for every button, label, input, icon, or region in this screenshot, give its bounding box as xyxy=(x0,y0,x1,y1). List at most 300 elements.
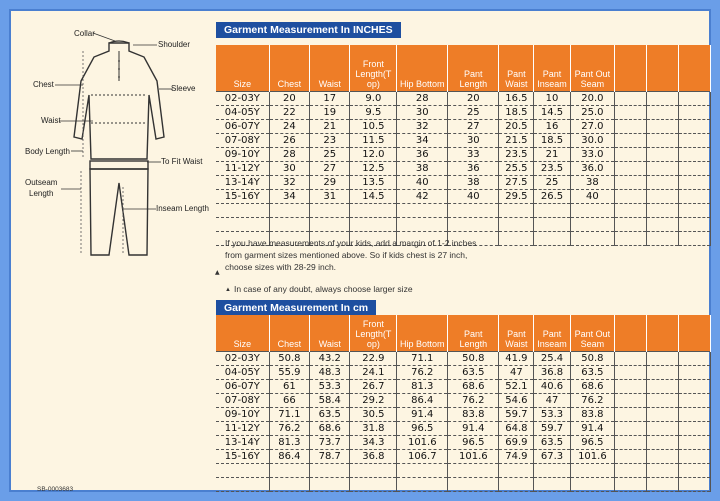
table-row xyxy=(216,175,711,189)
label-outseam: Outseam xyxy=(25,178,58,187)
column-header: Hip Bottom xyxy=(397,45,448,91)
column-header-empty xyxy=(679,45,711,91)
empty-cell xyxy=(679,133,711,147)
measurement-cell: 71.1 xyxy=(269,407,309,421)
measurement-cell: 71.1 xyxy=(397,351,448,365)
empty-cell xyxy=(647,365,679,379)
measurement-cell: 24.1 xyxy=(350,365,397,379)
empty-cell xyxy=(615,421,647,435)
empty-cell xyxy=(647,161,679,175)
inches-measurement-table xyxy=(216,45,711,246)
measurement-cell: 55.9 xyxy=(269,365,309,379)
size-cell: 06-07Y xyxy=(216,119,269,133)
empty-cell xyxy=(615,133,647,147)
empty-cell xyxy=(679,147,711,161)
measurement-cell: 30.5 xyxy=(350,407,397,421)
empty-cell xyxy=(647,147,679,161)
measurement-cell: 68.6 xyxy=(310,421,350,435)
column-header: Size xyxy=(216,45,269,91)
measurement-cell: 50.8 xyxy=(269,351,309,365)
label-outseam-length: Length xyxy=(29,189,54,198)
measurement-cell: 36.0 xyxy=(570,161,615,175)
measurement-cell: 36 xyxy=(397,147,448,161)
measurement-cell: 47 xyxy=(499,365,534,379)
empty-cell xyxy=(615,435,647,449)
cm-section-title: Garment Measurement In cm xyxy=(216,300,376,316)
measurement-cell: 63.5 xyxy=(448,365,499,379)
measurement-cell xyxy=(534,477,570,491)
measurement-cell: 58.4 xyxy=(310,393,350,407)
column-header: Pant Waist xyxy=(499,45,534,91)
measurement-cell: 31 xyxy=(310,189,350,203)
measurement-cell: 101.6 xyxy=(448,449,499,463)
measurement-cell xyxy=(534,231,570,245)
measurement-cell: 25 xyxy=(310,147,350,161)
size-cell: 11-12Y xyxy=(216,161,269,175)
measurement-cell xyxy=(448,203,499,217)
measurement-cell: 16.5 xyxy=(499,91,534,105)
measurement-cell: 25.0 xyxy=(570,105,615,119)
table-row xyxy=(216,393,711,407)
measurement-cell: 23.5 xyxy=(534,161,570,175)
measurement-cell: 91.4 xyxy=(397,407,448,421)
empty-cell xyxy=(647,449,679,463)
column-header: Pant Length xyxy=(448,45,499,91)
empty-cell xyxy=(615,217,647,231)
empty-cell xyxy=(679,91,711,105)
empty-cell xyxy=(615,189,647,203)
measurement-cell xyxy=(269,477,309,491)
measurement-cell xyxy=(310,477,350,491)
measurement-cell: 30 xyxy=(269,161,309,175)
size-cell xyxy=(216,217,269,231)
column-header: Waist xyxy=(310,315,350,351)
column-header: Pant Out Seam xyxy=(570,45,615,91)
measurement-cell: 64.8 xyxy=(499,421,534,435)
column-header: Front Length(T op) xyxy=(350,45,397,91)
bullet-icon: ▲ xyxy=(225,286,231,293)
measurement-cell: 96.5 xyxy=(570,435,615,449)
measurement-cell xyxy=(269,217,309,231)
measurement-cell: 16 xyxy=(534,119,570,133)
empty-cell xyxy=(615,351,647,365)
measurement-cell: 34 xyxy=(269,189,309,203)
size-cell xyxy=(216,463,269,477)
column-header-empty xyxy=(647,315,679,351)
measurement-cell: 42 xyxy=(397,189,448,203)
empty-cell xyxy=(679,119,711,133)
inches-table-body xyxy=(216,91,711,245)
measurement-cell xyxy=(570,203,615,217)
measurement-cell: 29.5 xyxy=(499,189,534,203)
empty-cell xyxy=(615,175,647,189)
size-cell: 07-08Y xyxy=(216,133,269,147)
measurement-cell xyxy=(534,217,570,231)
table-row xyxy=(216,189,711,203)
measurement-cell: 31.8 xyxy=(350,421,397,435)
measurement-cell: 101.6 xyxy=(570,449,615,463)
measurement-cell: 40 xyxy=(397,175,448,189)
size-cell: 07-08Y xyxy=(216,393,269,407)
measurement-cell: 28 xyxy=(269,147,309,161)
measurement-cell: 38 xyxy=(448,175,499,189)
empty-cell xyxy=(647,463,679,477)
empty-cell xyxy=(647,217,679,231)
table-row xyxy=(216,421,711,435)
note-margin-text: If you have measurements of your kids, add a margin of 1-2 inches from garment sizes mentioned above. So if kids chest is 27 inch, choose sizes with 28-29 inch. xyxy=(225,238,477,272)
measurement-cell: 83.8 xyxy=(448,407,499,421)
measurement-cell: 63.5 xyxy=(534,435,570,449)
empty-cell xyxy=(647,435,679,449)
table-row xyxy=(216,435,711,449)
measurement-cell: 25 xyxy=(534,175,570,189)
column-header-empty xyxy=(615,315,647,351)
empty-cell xyxy=(679,463,711,477)
sku-code: SB-0003683 xyxy=(37,486,74,493)
empty-cell xyxy=(679,421,711,435)
empty-cell xyxy=(647,203,679,217)
table-row xyxy=(216,449,711,463)
measurement-cell: 12.5 xyxy=(350,161,397,175)
table-row xyxy=(216,351,711,365)
measurement-cell: 59.7 xyxy=(499,407,534,421)
measurement-cell xyxy=(448,463,499,477)
measurement-cell: 63.5 xyxy=(570,365,615,379)
table-row xyxy=(216,217,711,231)
label-shoulder: Shoulder xyxy=(158,40,191,49)
measurement-cell: 26.5 xyxy=(534,189,570,203)
measurement-cell xyxy=(570,231,615,245)
measurement-cell xyxy=(397,203,448,217)
size-cell: 02-03Y xyxy=(216,91,269,105)
inches-header-row xyxy=(216,45,711,91)
column-header: Pant Inseam xyxy=(534,315,570,351)
size-cell: 13-14Y xyxy=(216,175,269,189)
empty-cell xyxy=(679,105,711,119)
table-row xyxy=(216,379,711,393)
size-cell: 11-12Y xyxy=(216,421,269,435)
empty-cell xyxy=(647,393,679,407)
column-header-empty xyxy=(615,45,647,91)
measurement-cell: 17 xyxy=(310,91,350,105)
measurement-cell: 81.3 xyxy=(397,379,448,393)
empty-cell xyxy=(615,105,647,119)
measurement-cell: 28 xyxy=(397,91,448,105)
measurement-cell: 29 xyxy=(310,175,350,189)
garment-diagram xyxy=(11,11,221,271)
measurement-cell xyxy=(499,231,534,245)
measurement-cell: 27.0 xyxy=(570,119,615,133)
size-cell: 04-05Y xyxy=(216,365,269,379)
empty-cell xyxy=(679,175,711,189)
measurement-cell: 10.5 xyxy=(350,119,397,133)
size-cell: 15-16Y xyxy=(216,449,269,463)
empty-cell xyxy=(679,351,711,365)
measurement-cell xyxy=(350,203,397,217)
measurement-cell: 61 xyxy=(269,379,309,393)
measurement-cell xyxy=(499,477,534,491)
empty-cell xyxy=(679,189,711,203)
size-cell xyxy=(216,203,269,217)
measurement-cell: 21.5 xyxy=(499,133,534,147)
measurement-cell: 26 xyxy=(269,133,309,147)
measurement-cell: 73.7 xyxy=(310,435,350,449)
column-header: Front Length(T op) xyxy=(350,315,397,351)
measurement-cell xyxy=(397,463,448,477)
size-cell: 09-10Y xyxy=(216,147,269,161)
measurement-cell xyxy=(269,203,309,217)
empty-cell xyxy=(647,105,679,119)
measurement-cell xyxy=(448,217,499,231)
label-waist: Waist xyxy=(41,116,61,125)
table-row xyxy=(216,105,711,119)
measurement-cell xyxy=(350,477,397,491)
empty-cell xyxy=(679,477,711,491)
measurement-cell: 68.6 xyxy=(570,379,615,393)
empty-cell xyxy=(647,175,679,189)
empty-cell xyxy=(679,203,711,217)
table-row xyxy=(216,119,711,133)
measurement-cell: 76.2 xyxy=(397,365,448,379)
empty-cell xyxy=(615,379,647,393)
measurement-cell xyxy=(499,463,534,477)
column-header: Pant Length xyxy=(448,315,499,351)
table-row xyxy=(216,477,711,491)
size-cell: 15-16Y xyxy=(216,189,269,203)
measurement-cell: 9.5 xyxy=(350,105,397,119)
empty-cell xyxy=(647,421,679,435)
measurement-cell: 25.4 xyxy=(534,351,570,365)
empty-cell xyxy=(615,463,647,477)
measurement-cell: 36.8 xyxy=(534,365,570,379)
empty-cell xyxy=(647,351,679,365)
measurement-cell: 14.5 xyxy=(534,105,570,119)
label-sleeve: Sleeve xyxy=(171,84,196,93)
column-header-empty xyxy=(679,315,711,351)
measurement-cell: 29.2 xyxy=(350,393,397,407)
measurement-cell: 30 xyxy=(397,105,448,119)
measurement-cell: 18.5 xyxy=(534,133,570,147)
measurement-cell: 66 xyxy=(269,393,309,407)
measurement-cell: 76.2 xyxy=(269,421,309,435)
table-row xyxy=(216,203,711,217)
label-to-fit-waist: To Fit Waist xyxy=(161,157,203,166)
measurement-cell: 96.5 xyxy=(448,435,499,449)
measurement-cell: 34 xyxy=(397,133,448,147)
measurement-cell xyxy=(310,463,350,477)
column-header: Size xyxy=(216,315,269,351)
measurement-cell: 13.5 xyxy=(350,175,397,189)
empty-cell xyxy=(615,449,647,463)
measurement-cell: 96.5 xyxy=(397,421,448,435)
empty-cell xyxy=(647,189,679,203)
measurement-cell: 36.8 xyxy=(350,449,397,463)
measurement-cell: 23 xyxy=(310,133,350,147)
size-cell: 13-14Y xyxy=(216,435,269,449)
empty-cell xyxy=(647,379,679,393)
column-header: Pant Out Seam xyxy=(570,315,615,351)
measurement-cell: 19 xyxy=(310,105,350,119)
cm-header-row xyxy=(216,315,711,351)
measurement-cell xyxy=(499,217,534,231)
measurement-cell: 47 xyxy=(534,393,570,407)
inches-section-title: Garment Measurement In INCHES xyxy=(216,22,401,38)
empty-cell xyxy=(647,133,679,147)
empty-cell xyxy=(679,393,711,407)
empty-cell xyxy=(679,449,711,463)
measurement-cell: 52.1 xyxy=(499,379,534,393)
table-row xyxy=(216,91,711,105)
measurement-cell: 81.3 xyxy=(269,435,309,449)
measurement-cell: 10 xyxy=(534,91,570,105)
note-larger-size xyxy=(225,283,485,296)
table-row xyxy=(216,365,711,379)
measurement-cell: 12.0 xyxy=(350,147,397,161)
measurement-cell: 22 xyxy=(269,105,309,119)
measurement-cell: 69.9 xyxy=(499,435,534,449)
measurement-cell: 20 xyxy=(269,91,309,105)
note-margin xyxy=(225,237,485,273)
measurement-cell xyxy=(534,203,570,217)
measurement-cell xyxy=(350,217,397,231)
measurement-cell: 25 xyxy=(448,105,499,119)
measurement-cell: 63.5 xyxy=(310,407,350,421)
column-header: Pant Waist xyxy=(499,315,534,351)
empty-cell xyxy=(615,393,647,407)
measurement-cell: 67.3 xyxy=(534,449,570,463)
measurement-cell: 24 xyxy=(269,119,309,133)
table-row xyxy=(216,463,711,477)
empty-cell xyxy=(615,477,647,491)
empty-cell xyxy=(647,407,679,421)
size-cell: 02-03Y xyxy=(216,351,269,365)
cm-measurement-table xyxy=(216,315,711,492)
measurement-cell: 30 xyxy=(448,133,499,147)
measurement-cell: 53.3 xyxy=(310,379,350,393)
measurement-cell: 27 xyxy=(448,119,499,133)
measurement-cell: 59.7 xyxy=(534,421,570,435)
measurement-cell: 33 xyxy=(448,147,499,161)
measurement-cell: 53.3 xyxy=(534,407,570,421)
measurement-cell: 68.6 xyxy=(448,379,499,393)
measurement-cell: 18.5 xyxy=(499,105,534,119)
garment-illustration xyxy=(11,11,221,271)
measurement-cell: 38 xyxy=(397,161,448,175)
table-row xyxy=(216,407,711,421)
measurement-cell xyxy=(570,463,615,477)
measurement-cell: 26.7 xyxy=(350,379,397,393)
cm-table-body xyxy=(216,351,711,491)
column-header: Hip Bottom xyxy=(397,315,448,351)
size-chart-card xyxy=(9,9,711,492)
size-cell: 09-10Y xyxy=(216,407,269,421)
empty-cell xyxy=(679,407,711,421)
measurement-cell xyxy=(499,203,534,217)
table-row xyxy=(216,147,711,161)
empty-cell xyxy=(615,147,647,161)
measurement-cell: 20.5 xyxy=(499,119,534,133)
measurement-cell xyxy=(350,463,397,477)
measurement-cell: 27 xyxy=(310,161,350,175)
measurement-cell: 32 xyxy=(269,175,309,189)
measurement-cell: 50.8 xyxy=(570,351,615,365)
column-header: Chest xyxy=(269,45,309,91)
column-header: Waist xyxy=(310,45,350,91)
label-chest: Chest xyxy=(33,80,54,89)
measurement-cell xyxy=(448,477,499,491)
measurement-cell: 101.6 xyxy=(397,435,448,449)
measurement-cell xyxy=(310,217,350,231)
measurement-cell: 20 xyxy=(448,91,499,105)
measurement-cell xyxy=(269,463,309,477)
measurement-cell xyxy=(397,217,448,231)
measurement-cell: 86.4 xyxy=(269,449,309,463)
measurement-cell: 21 xyxy=(534,147,570,161)
empty-cell xyxy=(679,231,711,245)
measurement-cell: 14.5 xyxy=(350,189,397,203)
measurement-cell: 25.5 xyxy=(499,161,534,175)
measurement-cell: 83.8 xyxy=(570,407,615,421)
size-cell xyxy=(216,477,269,491)
size-cell: 04-05Y xyxy=(216,105,269,119)
measurement-cell: 48.3 xyxy=(310,365,350,379)
label-body-length: Body Length xyxy=(25,147,70,156)
measurement-cell: 38 xyxy=(570,175,615,189)
measurement-cell: 86.4 xyxy=(397,393,448,407)
empty-cell xyxy=(615,231,647,245)
measurement-cell: 50.8 xyxy=(448,351,499,365)
measurement-cell: 40 xyxy=(448,189,499,203)
empty-cell xyxy=(679,435,711,449)
measurement-cell: 27.5 xyxy=(499,175,534,189)
measurement-cell: 9.0 xyxy=(350,91,397,105)
measurement-cell: 32 xyxy=(397,119,448,133)
measurement-cell: 33.0 xyxy=(570,147,615,161)
measurement-cell: 30.0 xyxy=(570,133,615,147)
label-collar: Collar xyxy=(74,29,95,38)
measurement-cell: 21 xyxy=(310,119,350,133)
empty-cell xyxy=(615,161,647,175)
note-larger-size-text: In case of any doubt, always choose larger size xyxy=(233,284,413,294)
measurement-cell xyxy=(310,203,350,217)
measurement-cell: 40 xyxy=(570,189,615,203)
empty-cell xyxy=(615,119,647,133)
empty-cell xyxy=(615,91,647,105)
measurement-cell: 20.0 xyxy=(570,91,615,105)
empty-cell xyxy=(679,217,711,231)
measurement-cell: 41.9 xyxy=(499,351,534,365)
measurement-cell: 78.7 xyxy=(310,449,350,463)
measurement-cell xyxy=(397,477,448,491)
empty-cell xyxy=(679,379,711,393)
measurement-cell: 40.6 xyxy=(534,379,570,393)
table-row xyxy=(216,161,711,175)
measurement-cell: 91.4 xyxy=(570,421,615,435)
measurement-cell: 23.5 xyxy=(499,147,534,161)
empty-cell xyxy=(615,203,647,217)
measurement-cell: 106.7 xyxy=(397,449,448,463)
column-header-empty xyxy=(647,45,679,91)
measurement-cell: 43.2 xyxy=(310,351,350,365)
measurement-cell: 91.4 xyxy=(448,421,499,435)
empty-cell xyxy=(647,119,679,133)
column-header: Pant Inseam xyxy=(534,45,570,91)
empty-cell xyxy=(679,161,711,175)
measurement-cell xyxy=(534,463,570,477)
table-row xyxy=(216,133,711,147)
empty-cell xyxy=(615,365,647,379)
measurement-cell: 54.6 xyxy=(499,393,534,407)
